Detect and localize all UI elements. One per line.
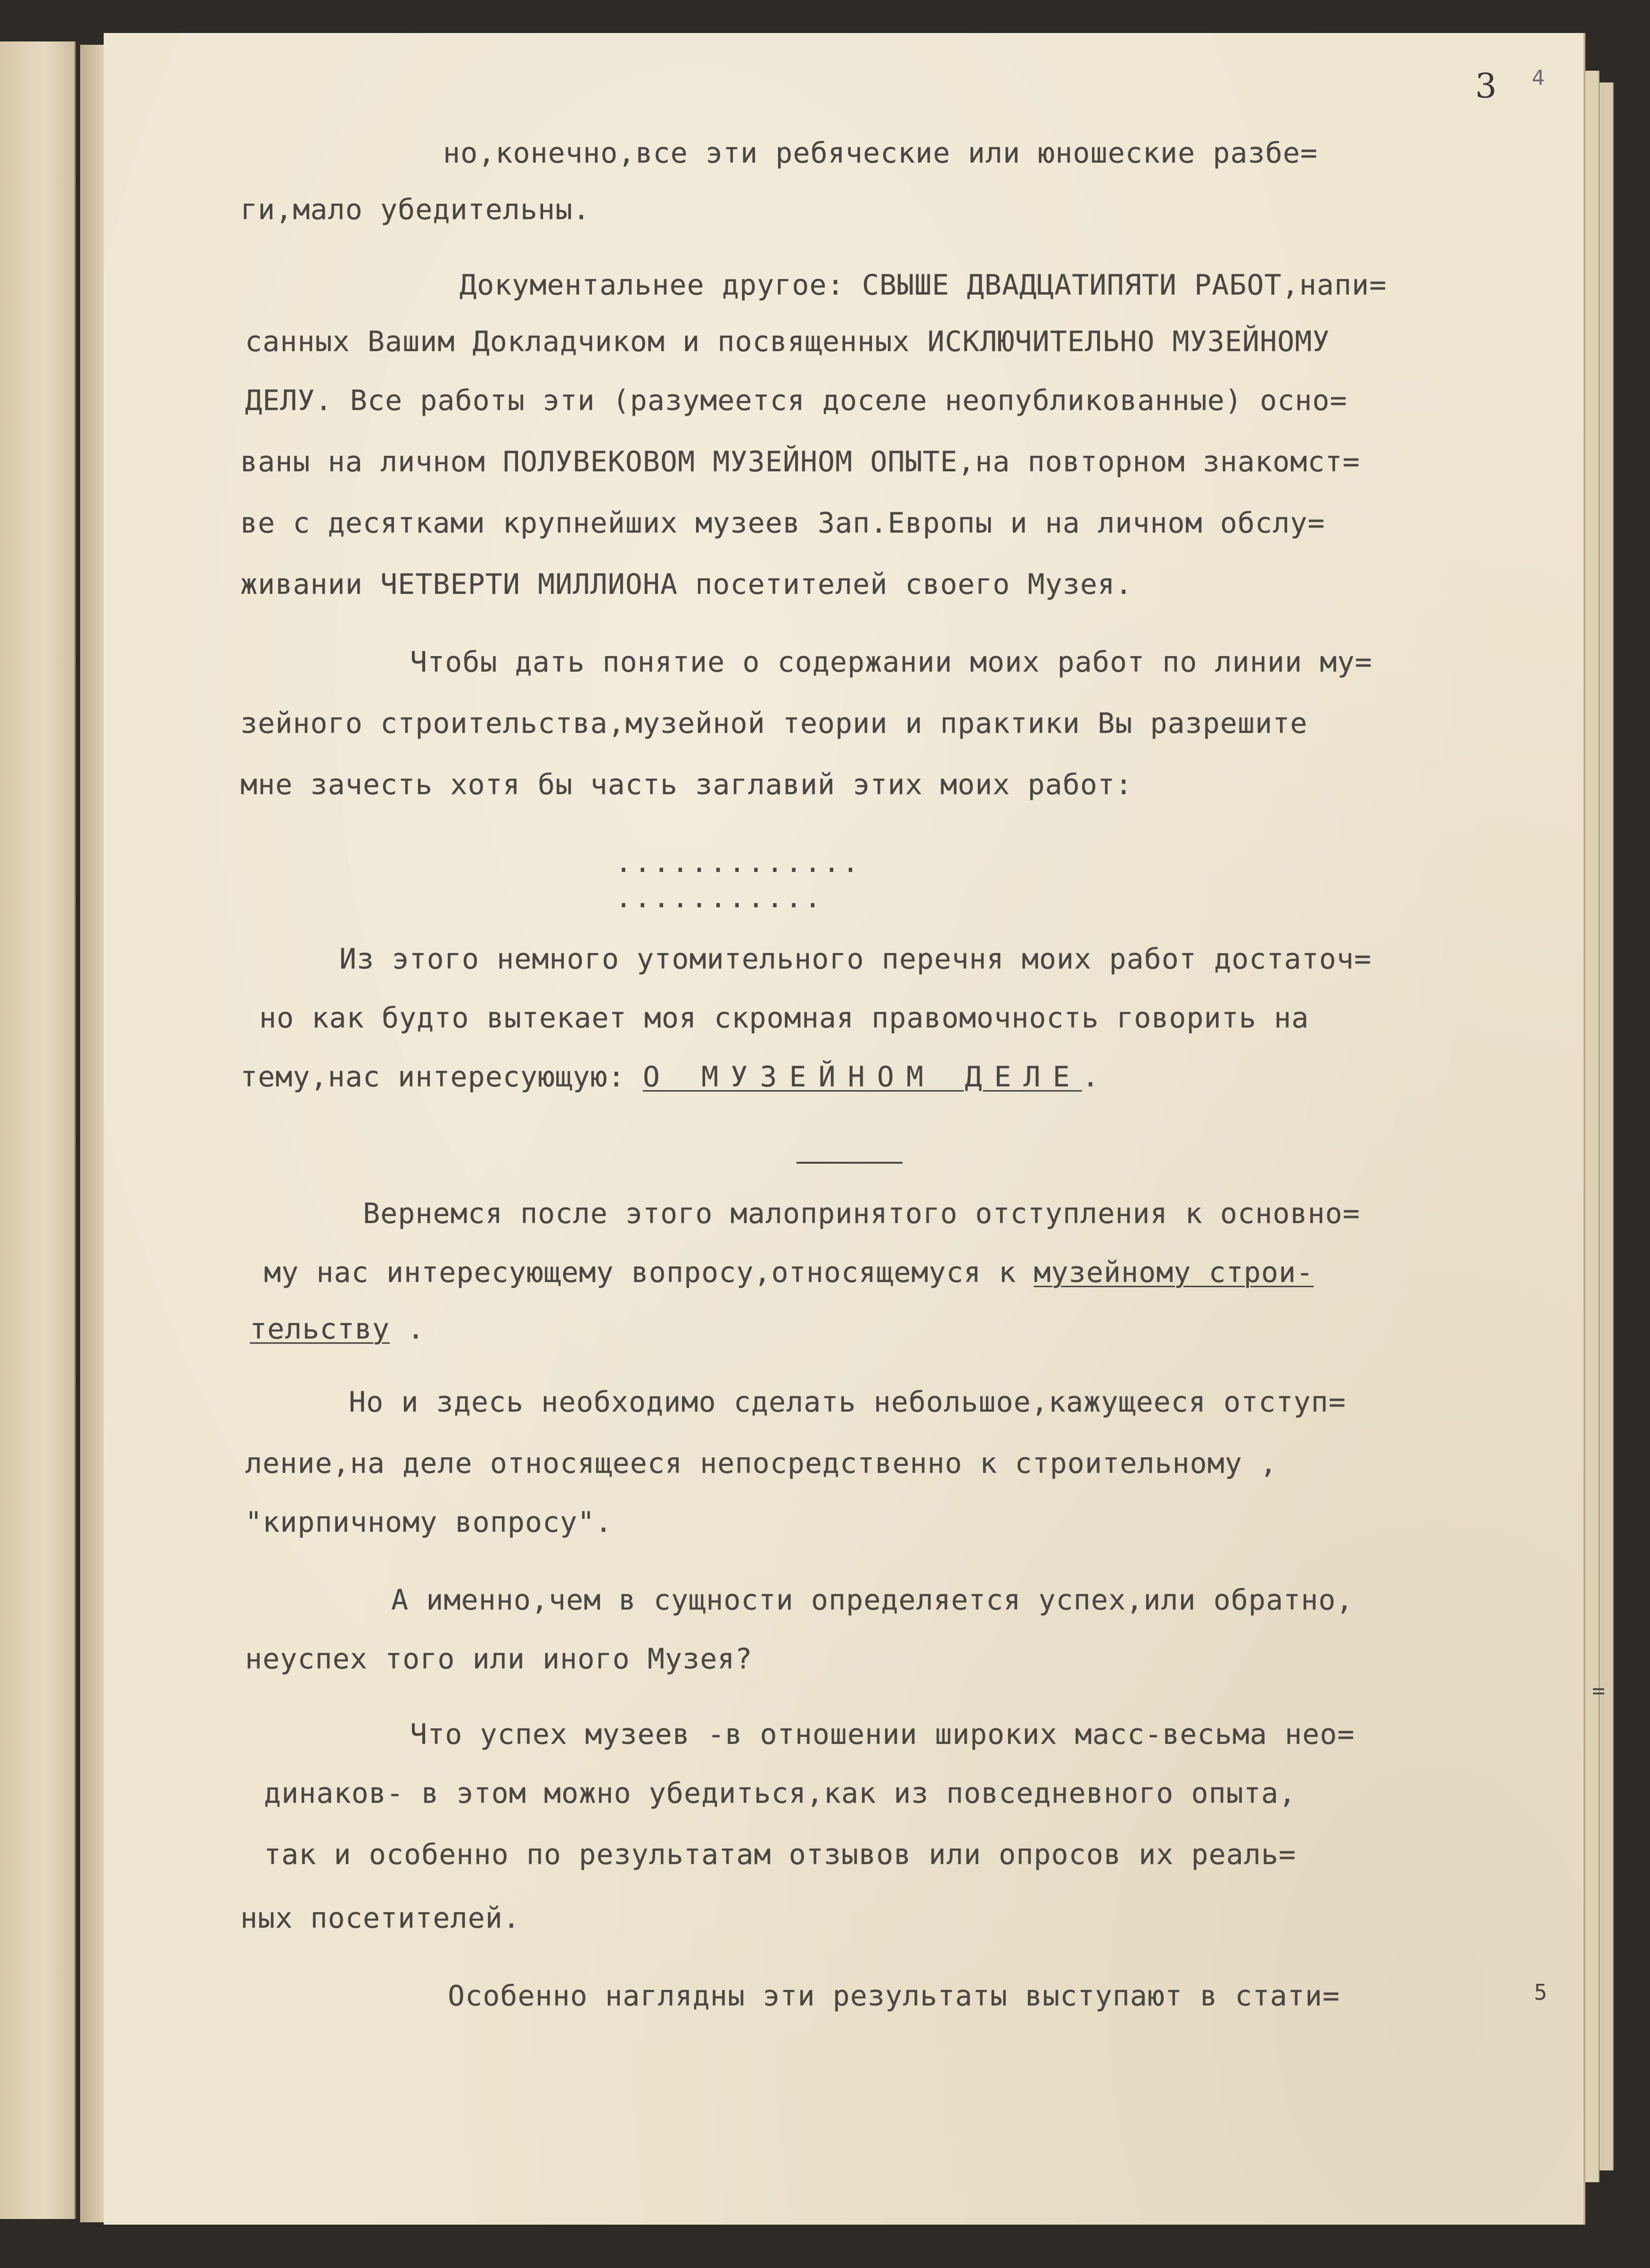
- text-line: А именно,чем в сущности определяется успех,или обратно,: [391, 1584, 1354, 1617]
- text-line: ве с десятками крупнейших музеев Зап.Европы и на личном обслу=: [240, 507, 1325, 540]
- text-line: [250, 1310, 425, 1348]
- text-line: санных Вашим Докладчиком и посвященных ИСКЛЮЧИТЕЛЬНО МУЗЕЙНОМУ: [245, 325, 1330, 358]
- text-line: но,конечно,все эти ребяческие или юношеские разбе=: [443, 137, 1318, 170]
- underlined-phrase: музейному строи-: [1034, 1256, 1314, 1289]
- text-line: ных посетителей.: [240, 1902, 520, 1935]
- page-number: 3: [1475, 66, 1497, 106]
- text-line: Особенно наглядны эти результаты выступают в стати=: [448, 1980, 1340, 2013]
- page-stack-edge: [1584, 71, 1600, 2182]
- text-line: ление,на деле относящееся непосредственно к строительному ,: [245, 1447, 1278, 1480]
- text-line: ваны на личном ПОЛУВЕКОВОМ МУЗЕЙНОМ ОПЫТЕ,на повторном знакомст=: [240, 445, 1360, 478]
- text-line: Вернемся после этого малопринятого отступления к основно=: [363, 1197, 1361, 1230]
- text-line: живании ЧЕТВЕРТИ МИЛЛИОНА посетителей своего Музея.: [240, 568, 1133, 601]
- text-line: но как будто вытекает моя скромная правомочность говорить на: [259, 1002, 1309, 1035]
- page-stack-edge: [1599, 82, 1614, 2170]
- text-line: мне зачесть хотя бы часть заглавий этих моих работ:: [240, 768, 1133, 801]
- text-line: Но и здесь необходимо сделать небольшое,кажущееся отступ=: [349, 1386, 1346, 1419]
- text-line: Из этого немного утомительного перечня моих работ достаточ=: [339, 943, 1372, 976]
- text-line: Что успех музеев -в отношении широких масс-весьма нео=: [410, 1718, 1355, 1751]
- text-line: Чтобы дать понятие о содержании моих работ по линии му=: [410, 646, 1372, 679]
- left-facing-page: [0, 41, 76, 2219]
- text-segment: .: [1082, 1060, 1100, 1093]
- section-divider: [796, 1162, 903, 1164]
- text-line: ги,мало убедительны.: [240, 193, 591, 226]
- emphasized-title: О МУЗЕЙНОМ ДЕЛЕ: [642, 1060, 1082, 1093]
- ellipsis-row: ...........: [615, 881, 823, 914]
- text-line: неуспех того или иного Музея?: [245, 1643, 753, 1676]
- text-segment: му нас интересующему вопросу,относящемуся к: [264, 1256, 1017, 1289]
- text-line: "кирпичному вопросу".: [245, 1506, 613, 1539]
- ellipsis-row: .............: [615, 846, 861, 879]
- margin-mark: =: [1592, 1678, 1605, 1703]
- text-line: динаков- в этом можно убедиться,как из повседневного опыта,: [264, 1777, 1297, 1810]
- text-line: так и особенно по результатам отзывов или опросов их реаль=: [264, 1838, 1297, 1871]
- text-line: [240, 1058, 1100, 1096]
- text-line: ДЕЛУ. Все работы эти (разумеется доселе неопубликованные) осно=: [245, 384, 1347, 417]
- margin-mark: 5: [1534, 1980, 1547, 2005]
- corner-page-number: 4: [1532, 66, 1545, 90]
- text-line: [264, 1254, 1313, 1291]
- text-segment: .: [389, 1313, 425, 1346]
- text-line: зейного строительства,музейной теории и практики Вы разрешите: [240, 707, 1308, 740]
- text-segment: тему,нас интересующую:: [240, 1060, 625, 1093]
- text-line: Документальнее другое: СВЫШЕ ДВАДЦАТИПЯТИ РАБОТ,напи=: [460, 269, 1387, 302]
- typewritten-page: [104, 33, 1584, 2225]
- underlined-phrase: тельству: [250, 1313, 390, 1346]
